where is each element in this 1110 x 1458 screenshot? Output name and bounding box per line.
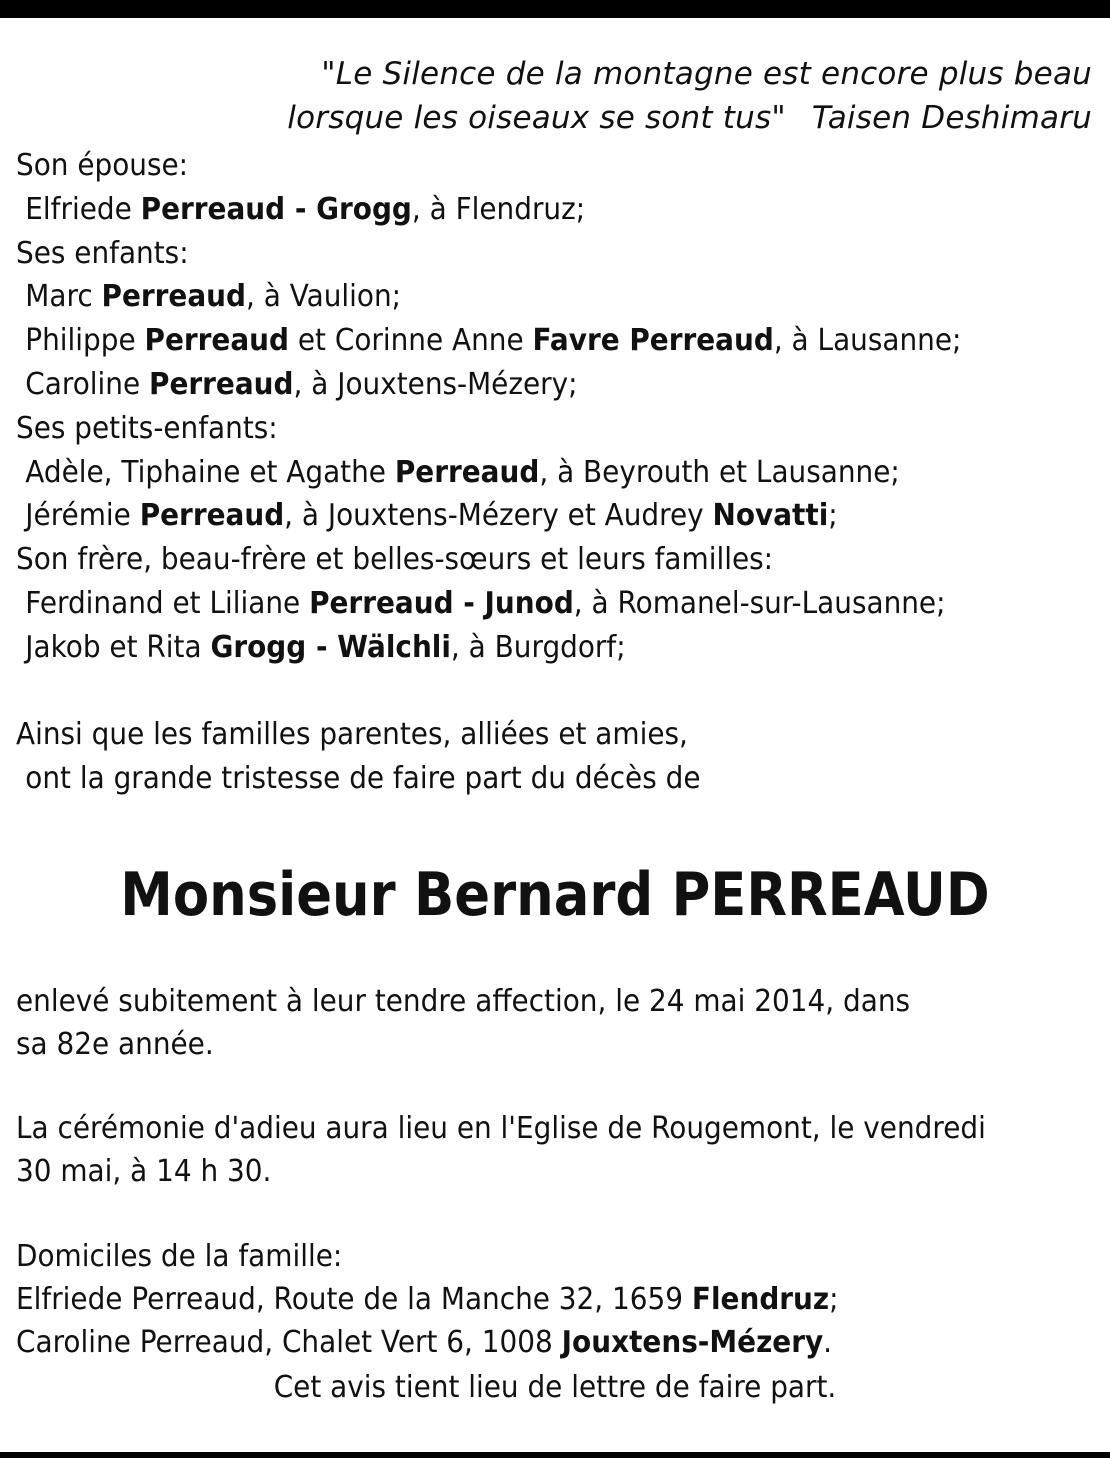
place: , à Flendruz; bbox=[411, 191, 586, 227]
first-name: Marc bbox=[25, 279, 102, 315]
quote-line-2 bbox=[287, 96, 1092, 140]
domiciles-heading: Domiciles de la famille: bbox=[16, 1239, 343, 1274]
ceremony-line-1: La cérémonie d'adieu aura lieu en l'Eglise de Rougemont, le vendredi bbox=[16, 1111, 986, 1146]
epigraph-quote bbox=[287, 52, 1092, 140]
first-name: Jérémie bbox=[25, 498, 140, 534]
surname: Grogg - Wälchli bbox=[210, 629, 451, 665]
top-border-rule bbox=[0, 0, 1110, 18]
first-name: Ferdinand et Liliane bbox=[25, 585, 310, 621]
first-name: Caroline bbox=[25, 366, 150, 402]
first-name: Adèle, Tiphaine et Agathe bbox=[25, 454, 395, 490]
first-name: Jakob et Rita bbox=[25, 629, 211, 665]
quote-author: Taisen Deshimaru bbox=[811, 100, 1092, 136]
ceremony-paragraph bbox=[16, 1107, 986, 1193]
domiciles-paragraph bbox=[16, 1235, 839, 1364]
surname: Perreaud bbox=[101, 279, 247, 315]
first-name: Philippe bbox=[25, 323, 145, 359]
surname: Novatti bbox=[712, 498, 829, 534]
connector: et Corinne Anne bbox=[289, 323, 533, 359]
death-paragraph bbox=[16, 980, 910, 1066]
announcement bbox=[16, 713, 701, 801]
place: , à Romanel-sur-Lausanne; bbox=[573, 585, 946, 621]
surname: Perreaud bbox=[144, 323, 290, 359]
address: Caroline Perreaud, Chalet Vert 6, 1008 bbox=[16, 1325, 562, 1360]
surname: Favre Perreaud bbox=[532, 323, 774, 359]
place: , à Vaulion; bbox=[246, 279, 402, 315]
quote-line-1: "Le Silence de la montagne est encore plus beau bbox=[321, 56, 1092, 92]
domicile-entry bbox=[16, 1278, 839, 1321]
city: Flendruz bbox=[691, 1282, 830, 1317]
punctuation: ; bbox=[829, 1282, 839, 1317]
sibling-entry bbox=[16, 626, 961, 670]
place: , à Beyrouth et Lausanne; bbox=[539, 454, 900, 490]
surname: Perreaud bbox=[149, 366, 294, 402]
closing-notice: Cet avis tient lieu de lettre de faire part. bbox=[273, 1370, 837, 1405]
spouse-entry bbox=[16, 188, 961, 232]
grandchildren-heading: Ses petits-enfants: bbox=[16, 410, 278, 446]
surname: Perreaud bbox=[139, 498, 285, 534]
siblings-heading: Son frère, beau-frère et belles-sœurs et leurs familles: bbox=[16, 542, 774, 578]
child-entry bbox=[16, 275, 961, 319]
child-entry bbox=[16, 319, 961, 363]
connector: , à Jouxtens-Mézery et Audrey bbox=[284, 498, 713, 534]
place: ; bbox=[828, 498, 838, 534]
death-line-2: sa 82e année. bbox=[16, 1027, 214, 1062]
place: , à Lausanne; bbox=[773, 323, 962, 359]
announcement-line-2: ont la grande tristesse de faire part du décès de bbox=[25, 761, 701, 796]
place: , à Jouxtens-Mézery; bbox=[293, 366, 578, 402]
quote-line-2-text: lorsque les oiseaux se sont tus" bbox=[287, 100, 786, 136]
deceased-name: Monsieur Bernard PERREAUD bbox=[120, 860, 990, 930]
city: Jouxtens-Mézery bbox=[561, 1325, 824, 1360]
grandchild-entry bbox=[16, 451, 961, 495]
sibling-entry bbox=[16, 582, 961, 626]
spouse-heading: Son épouse: bbox=[16, 148, 189, 183]
children-heading: Ses enfants: bbox=[16, 235, 189, 271]
grandchild-entry bbox=[16, 494, 961, 538]
punctuation: . bbox=[823, 1325, 833, 1360]
announcement-line-1: Ainsi que les familles parentes, alliées et amies, bbox=[16, 717, 688, 752]
death-line-1: enlevé subitement à leur tendre affection, le 24 mai 2014, dans bbox=[16, 984, 911, 1019]
ceremony-line-2: 30 mai, à 14 h 30. bbox=[16, 1154, 272, 1189]
place: , à Burgdorf; bbox=[450, 629, 626, 665]
address: Elfriede Perreaud, Route de la Manche 32, 1659 bbox=[16, 1282, 692, 1317]
family-list bbox=[16, 144, 961, 670]
child-entry bbox=[16, 363, 961, 407]
surname: Perreaud bbox=[394, 454, 540, 490]
first-name: Elfriede bbox=[25, 191, 141, 227]
bottom-border-rule bbox=[0, 1452, 1110, 1458]
surname: Perreaud - Junod bbox=[309, 585, 574, 621]
domicile-entry bbox=[16, 1321, 839, 1364]
surname: Perreaud - Grogg bbox=[140, 191, 412, 227]
